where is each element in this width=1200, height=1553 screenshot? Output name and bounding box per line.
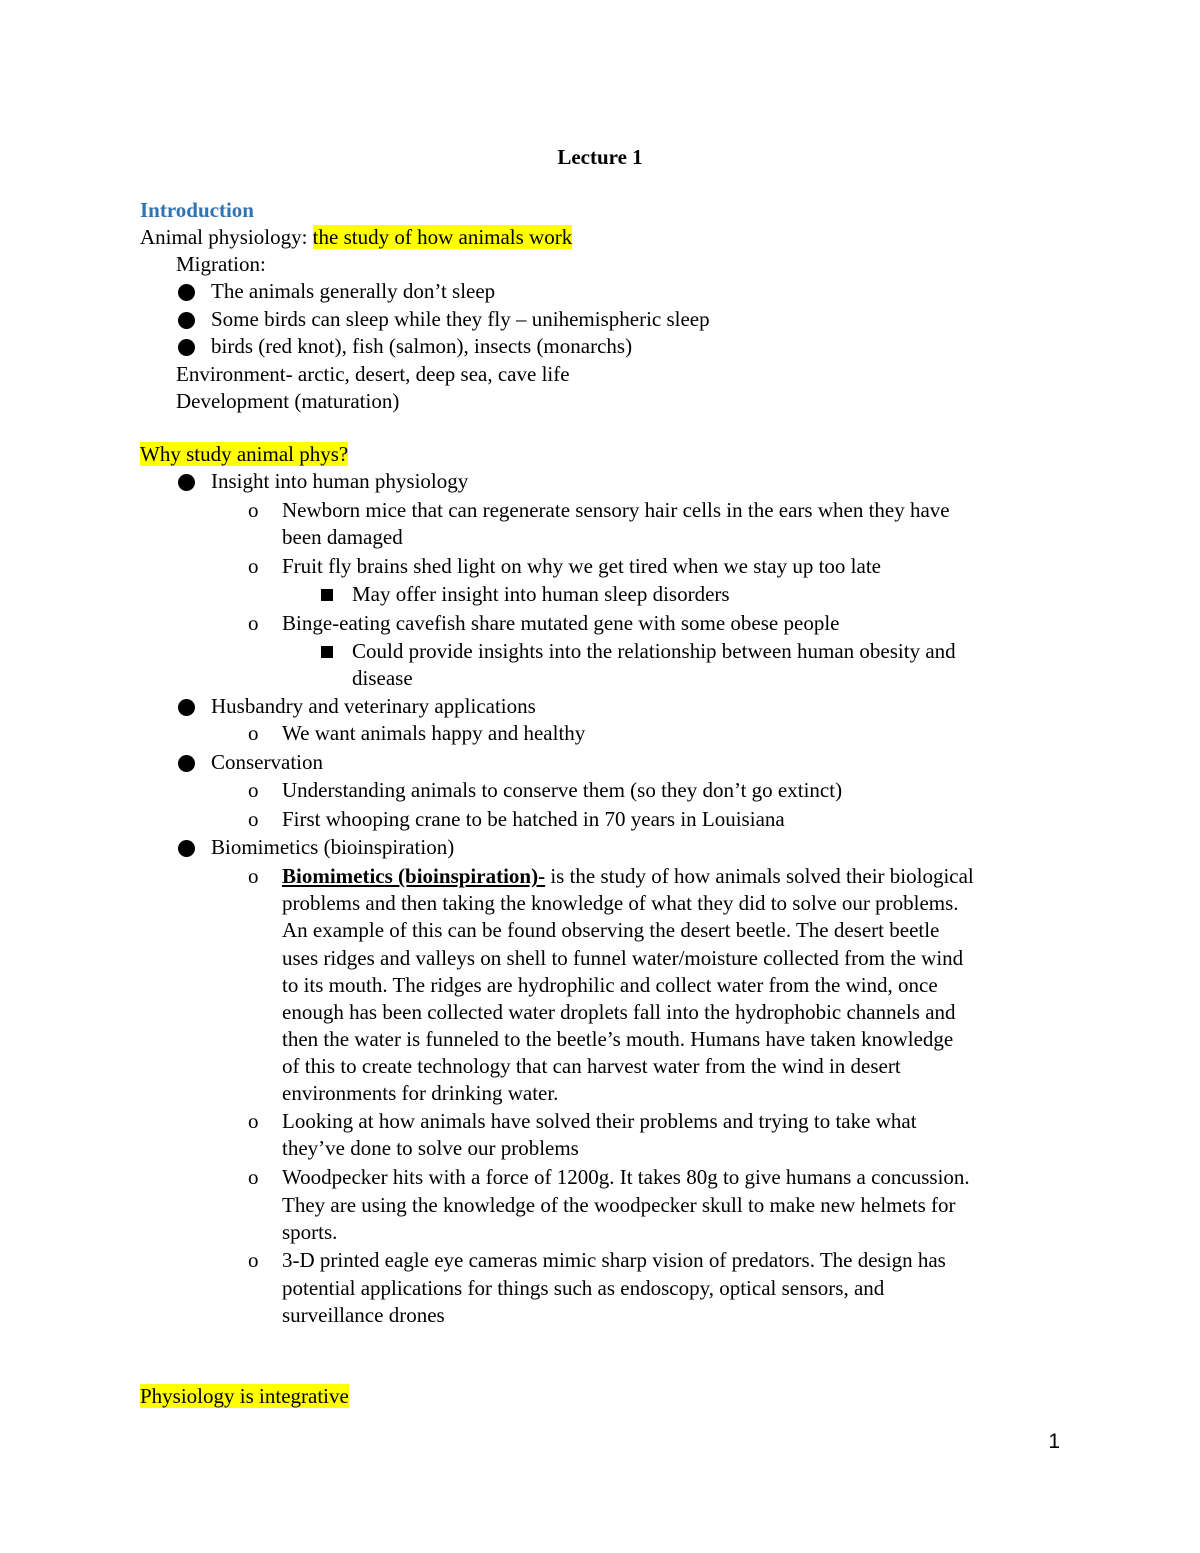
migration-bullet-1: The animals generally don’t sleep [211,279,496,303]
biomimetics-sub-eagle-1: 3-D printed eagle eye cameras mimic sharp vision of predators. The design has [282,1248,946,1272]
bullet-dot-icon [178,284,195,301]
why-bullet-insight: Insight into human physiology [211,469,469,493]
bullet-dot-icon [178,312,195,329]
migration-label: Migration: [176,252,266,276]
biomimetics-def-rest: is the study of how animals solved their biological [545,864,974,888]
bullet-dot-icon [178,339,195,356]
bullet-o-icon: o [248,498,259,522]
bullet-o-icon: o [248,721,259,745]
migration-bullet-3: birds (red knot), fish (salmon), insects (monarchs) [211,334,633,358]
definition-highlight: the study of how animals work [312,225,573,249]
biomimetics-sub-woodpecker-2: They are using the knowledge of the woodpecker skull to make new helmets for [282,1193,956,1217]
why-sub-happy-healthy: We want animals happy and healthy [282,721,586,745]
biomimetics-def-line: of this to create technology that can harvest water from the wind in desert [282,1054,901,1078]
environment-line: Environment- arctic, desert, deep sea, cave life [176,362,570,386]
biomimetics-sub-looking-2: they’ve done to solve our problems [282,1136,579,1160]
section-heading-why [140,440,348,468]
bullet-square-icon [321,646,333,658]
why-heading-highlight: Why study animal phys? [140,442,349,466]
why-subsub-obesity-2: disease [352,666,413,690]
biomimetics-sub-eagle-2: potential applications for things such as endoscopy, optical sensors, and [282,1276,885,1300]
bullet-square-icon [321,589,333,601]
why-sub-cavefish: Binge-eating cavefish share mutated gene with some obese people [282,611,840,635]
why-sub-newborn-mice-2: been damaged [282,525,403,549]
bullet-dot-icon [178,699,195,716]
why-sub-newborn-mice-1: Newborn mice that can regenerate sensory hair cells in the ears when they have [282,498,950,522]
why-sub-fruit-fly: Fruit fly brains shed light on why we get tired when we stay up too late [282,554,881,578]
biomimetics-sub-woodpecker-1: Woodpecker hits with a force of 1200g. It takes 80g to give humans a concussion. [282,1165,970,1189]
section-heading-introduction: Introduction [140,198,254,222]
biomimetics-sub-looking-1: Looking at how animals have solved their problems and trying to take what [282,1109,917,1133]
biomimetics-sub-eagle-3: surveillance drones [282,1303,445,1327]
biomimetics-def-line: An example of this can be found observing the desert beetle. The desert beetle [282,918,940,942]
bullet-o-icon: o [248,1109,259,1133]
page-number: 1 [1048,1430,1060,1453]
biomimetics-sub-woodpecker-3: sports. [282,1220,338,1244]
bullet-o-icon: o [248,554,259,578]
why-bullet-biomimetics: Biomimetics (bioinspiration) [211,835,455,859]
biomimetics-def-line: to its mouth. The ridges are hydrophilic and collect water from the wind, once [282,973,938,997]
definition-line [140,223,572,251]
page-title: Lecture 1 [557,145,643,169]
bullet-dot-icon [178,474,195,491]
bullet-dot-icon [178,755,195,772]
bullet-o-icon: o [248,1165,259,1189]
definition-label: Animal physiology: [140,225,313,249]
why-bullet-husbandry: Husbandry and veterinary applications [211,694,536,718]
development-line: Development (maturation) [176,389,400,413]
why-bullet-conservation: Conservation [211,750,323,774]
biomimetics-term: Biomimetics (bioinspiration)- [282,864,546,888]
integrative-heading-highlight: Physiology is integrative [140,1384,349,1408]
bullet-o-icon: o [248,807,259,831]
bullet-o-icon: o [248,778,259,802]
bullet-dot-icon [178,840,195,857]
why-subsub-obesity-1: Could provide insights into the relationship between human obesity and [352,639,956,663]
why-sub-whooping-crane: First whooping crane to be hatched in 70 years in Louisiana [282,807,785,831]
why-subsub-sleep-disorders: May offer insight into human sleep disorders [352,582,730,606]
why-sub-conserve: Understanding animals to conserve them (so they don’t go extinct) [282,778,843,802]
biomimetics-def-line: problems and then taking the knowledge of what they did to solve our problems. [282,891,959,915]
biomimetics-def-line-1 [282,862,974,890]
biomimetics-def-line: environments for drinking water. [282,1081,559,1105]
bullet-o-icon: o [248,864,259,888]
bullet-o-icon: o [248,611,259,635]
biomimetics-def-line: then the water is funneled to the beetle’s mouth. Humans have taken knowledge [282,1027,954,1051]
bullet-o-icon: o [248,1248,259,1272]
migration-bullet-2: Some birds can sleep while they fly – unihemispheric sleep [211,307,710,331]
biomimetics-def-line: enough has been collected water droplets fall into the hydrophobic channels and [282,1000,956,1024]
section-heading-integrative [140,1382,349,1410]
biomimetics-def-line: uses ridges and valleys on shell to funnel water/moisture collected from the wind [282,946,964,970]
